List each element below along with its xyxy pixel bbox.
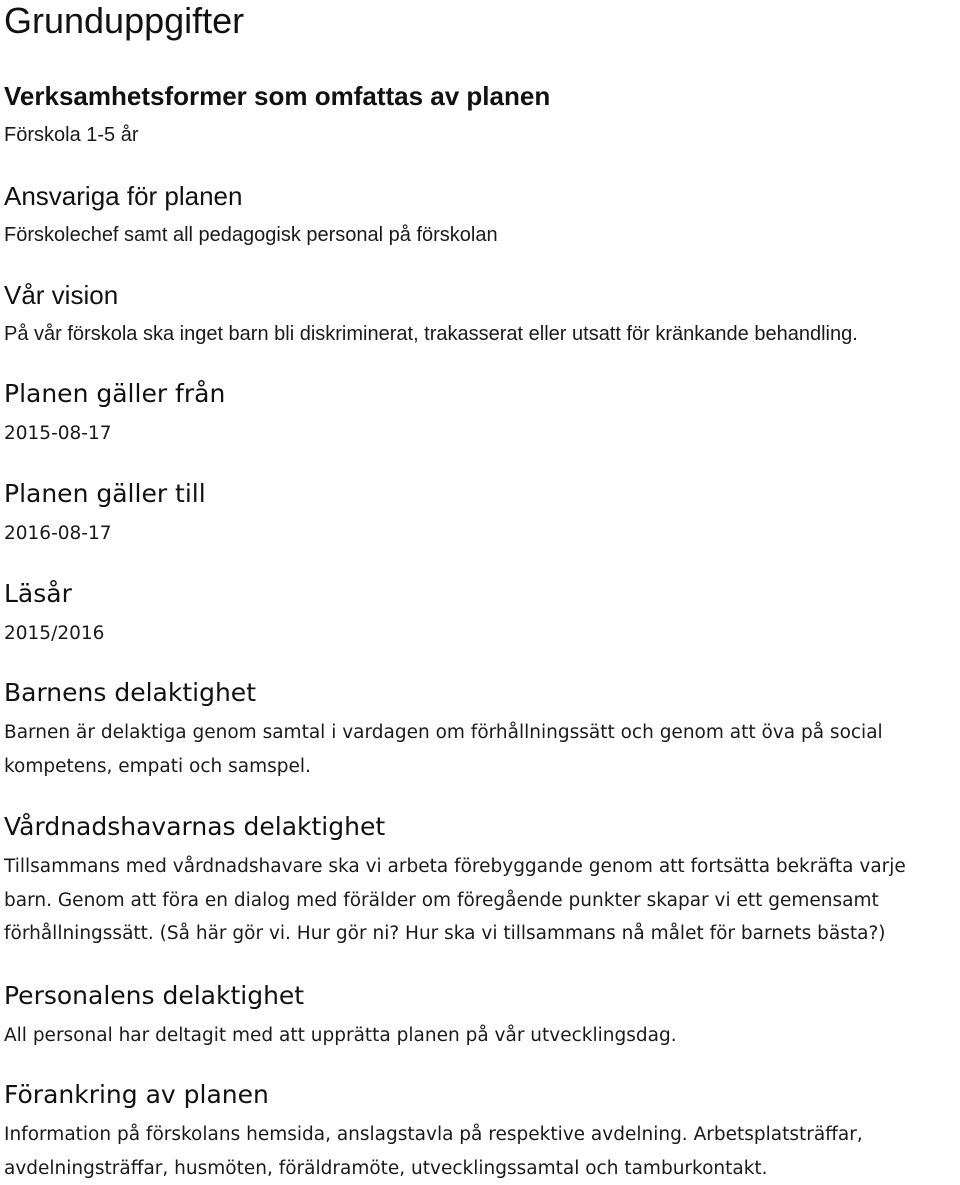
section-text-barnens: Barnen är delaktiga genom samtal i vardagen om förhållningssätt och genom att öva på social kompetens, empati och samspel. xyxy=(4,722,883,777)
section-heading-forankring: Förankring av planen xyxy=(4,1080,269,1109)
section-text-lasar: 2015/2016 xyxy=(4,623,105,644)
section-heading-verksamhetsformer: Verksamhetsformer som omfattas av planen xyxy=(4,81,551,111)
section-heading-vardnadshavarnas: Vårdnadshavarnas delaktighet xyxy=(4,812,386,841)
section-heading-personalens: Personalens delaktighet xyxy=(4,981,305,1010)
section-heading-barnens: Barnens delaktighet xyxy=(4,678,256,707)
section-text-vardnadshavarnas: Tillsammans med vårdnadshavare ska vi arbeta förebyggande genom att fortsätta bekräfta varje barn. Genom att föra en dialog med förälder om föregående punkter skapar vi ett gemensamt förhållningssätt. (Så här gör vi. Hur gör ni? Hur ska vi tillsammans nå målet för barnets bästa?) xyxy=(4,856,906,944)
section-heading-galler-fran: Planen gäller från xyxy=(4,379,226,408)
section-text-personalens: All personal har deltagit med att upprätta planen på vår utvecklingsdag. xyxy=(4,1025,677,1046)
section-heading-vision: Vår vision xyxy=(4,280,119,310)
section-text-galler-till: 2016-08-17 xyxy=(4,523,112,544)
section-text-vision: På vår förskola ska inget barn bli diskriminerat, trakasserat eller utsatt för kränkande behandling. xyxy=(4,323,858,345)
section-text-verksamhetsformer: Förskola 1-5 år xyxy=(4,124,139,146)
section-text-forankring: Information på förskolans hemsida, anslagstavla på respektive avdelning. Arbetsplatsträffar, avdelningsträffar, husmöten, föräldramöte, utvecklingssamtal och tamburkontakt. xyxy=(4,1124,863,1179)
section-heading-ansvariga: Ansvariga för planen xyxy=(4,181,243,211)
section-text-ansvariga: Förskolechef samt all pedagogisk personal på förskolan xyxy=(4,224,498,246)
section-text-galler-fran: 2015-08-17 xyxy=(4,423,112,444)
section-heading-galler-till: Planen gäller till xyxy=(4,479,206,508)
page-title: Grunduppgifter xyxy=(4,0,245,41)
section-heading-lasar: Läsår xyxy=(4,579,72,608)
